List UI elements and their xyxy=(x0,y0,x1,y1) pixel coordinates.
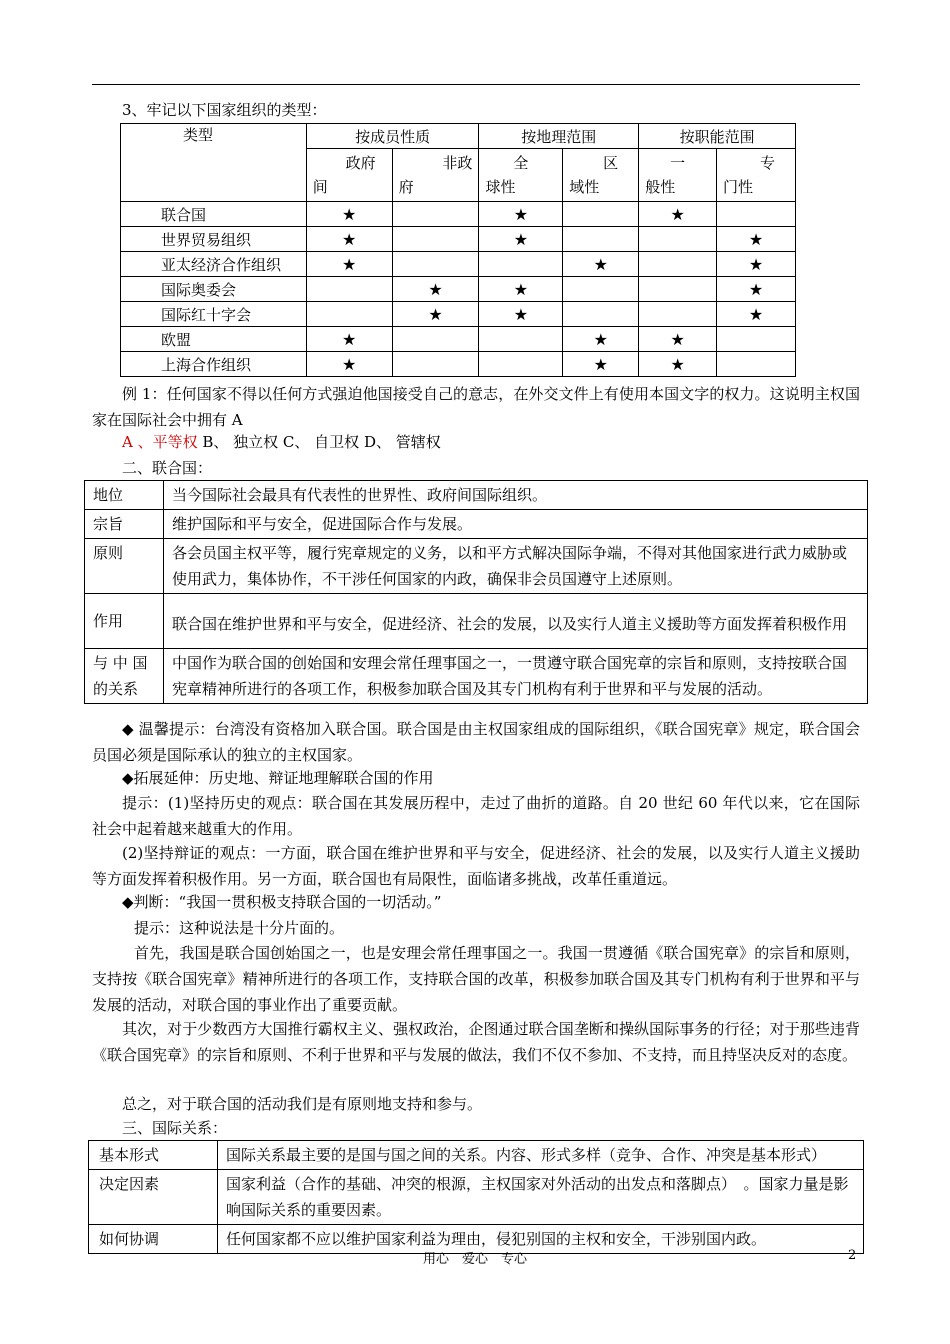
header-rule xyxy=(92,84,860,85)
org-name: 亚太经济合作组织 xyxy=(121,252,307,277)
mark-cell: ★ xyxy=(306,327,392,352)
un-key: 地位 xyxy=(85,481,164,510)
org-type-table xyxy=(120,123,796,377)
mark-cell xyxy=(306,302,392,327)
table-row xyxy=(121,302,796,327)
mark-cell xyxy=(306,277,392,302)
section-ir-heading: 三、国际关系： xyxy=(122,1119,228,1137)
sub-header-nongovt: 非政 府 xyxy=(392,149,479,202)
mark-cell: ★ xyxy=(392,277,479,302)
mark-cell xyxy=(392,327,479,352)
ir-key: 基本形式 xyxy=(89,1141,218,1170)
mark-cell: ★ xyxy=(479,277,563,302)
mark-cell: ★ xyxy=(717,227,796,252)
first-paragraph: 首先，我国是联合国创始国之一，也是安理会常任理事国之一。我国一贯遵循《联合国宪章》的宗旨和原则，支持按《联合国宪章》精神所进行的各项工作，支持联合国的改革，积极参加联合国及其专门机构有利于世界和平与发展的活动，对联合国的事业作出了重要贡献。 xyxy=(92,944,860,1014)
sub-header-general: 一 般性 xyxy=(639,149,717,202)
conclusion: 总之，对于联合国的活动我们是有原则地支持和参与。 xyxy=(122,1095,483,1113)
mark-cell xyxy=(563,227,639,252)
un-key: 与 中 国 的关系 xyxy=(85,649,164,704)
table-row xyxy=(85,594,868,649)
mark-cell: ★ xyxy=(479,202,563,227)
table-row xyxy=(121,352,796,377)
mark-cell xyxy=(479,352,563,377)
mark-cell: ★ xyxy=(479,227,563,252)
un-tip: ◆ 温馨提示：台湾没有资格加入联合国。联合国是由主权国家组成的国际组织，《联合国宪章》规定，联合国会员国必须是国际承认的独立的主权国家。 xyxy=(92,720,860,764)
mark-cell: ★ xyxy=(563,327,639,352)
un-value: 维护国际和平与安全，促进国际合作与发展。 xyxy=(164,510,868,539)
mark-cell xyxy=(639,252,717,277)
un-key: 原则 xyxy=(85,539,164,594)
ir-key: 决定因素 xyxy=(89,1170,218,1225)
mark-cell xyxy=(717,202,796,227)
table-row xyxy=(89,1170,864,1225)
mark-cell: ★ xyxy=(717,302,796,327)
section-un-heading: 二、联合国： xyxy=(122,459,213,477)
org-name: 上海合作组织 xyxy=(121,352,307,377)
mark-cell xyxy=(392,352,479,377)
example1-options xyxy=(122,430,441,454)
un-value: 当今国际社会最具有代表性的世界性、政府间国际组织。 xyxy=(164,481,868,510)
table-row xyxy=(85,510,868,539)
ir-value: 任何国家都不应以维护国家利益为理由，侵犯别国的主权和安全，干涉别国内政。 xyxy=(218,1225,864,1254)
hint-2: (2)坚持辩证的观点：一方面，联合国在维护世界和平与安全，促进经济、社会的发展，以及实行人道主义援助等方面发挥着积极作用。另一方面，联合国也有局限性，面临诸多挑战，改革任重道远。 xyxy=(92,844,860,888)
page-number: 2 xyxy=(848,1248,857,1263)
mark-cell: ★ xyxy=(563,252,639,277)
un-value: 各会员国主权平等，履行宪章规定的义务，以和平方式解决国际争端，不得对其他国家进行武力威胁或使用武力，集体协作，不干涉任何国家的内政，确保非会员国遵守上述原则。 xyxy=(164,539,868,594)
table-row xyxy=(121,277,796,302)
sub-header-regional: 区 域性 xyxy=(563,149,639,202)
ir-value: 国家利益（合作的基础、冲突的根源，主权国家对外活动的出发点和落脚点） 。国家力量是影响国际关系的重要因素。 xyxy=(218,1170,864,1225)
judge-hint: 提示：这种说法是十分片面的。 xyxy=(134,919,345,937)
sub-header-global: 全 球性 xyxy=(479,149,563,202)
mark-cell xyxy=(392,252,479,277)
un-table xyxy=(84,480,868,704)
table-row xyxy=(121,227,796,252)
table-row xyxy=(85,649,868,704)
mark-cell xyxy=(563,277,639,302)
mark-cell xyxy=(563,202,639,227)
mark-cell xyxy=(639,227,717,252)
table-row xyxy=(85,539,868,594)
table-row xyxy=(89,1141,864,1170)
org-name: 国际红十字会 xyxy=(121,302,307,327)
mark-cell xyxy=(639,277,717,302)
mark-cell: ★ xyxy=(306,352,392,377)
un-key: 作用 xyxy=(85,594,164,649)
mark-cell xyxy=(717,352,796,377)
un-value: 中国作为联合国的创始国和安理会常任理事国之一，一贯遵守联合国宪章的宗旨和原则，支持按联合国宪章精神所进行的各项工作，积极参加联合国及其专门机构有利于世界和平与发展的活动。 xyxy=(164,649,868,704)
mark-cell xyxy=(717,327,796,352)
example1-answer: A 、平等权 xyxy=(122,433,198,451)
sub-header-govt: 政府 间 xyxy=(306,149,392,202)
second-paragraph: 其次，对于少数西方大国推行霸权主义、强权政治，企图通过联合国垄断和操纵国际事务的行径；对于那些违背《联合国宪章》的宗旨和原则、不利于世界和平与发展的做法，我们不仅不参加、不支持，而且持坚决反对的态度。 xyxy=(92,1020,860,1064)
mark-cell: ★ xyxy=(392,302,479,327)
page-footer: 用心 爱心 专心 xyxy=(422,1252,527,1267)
mark-cell: ★ xyxy=(479,302,563,327)
un-key: 宗旨 xyxy=(85,510,164,539)
example1-question: 例 1：任何国家不得以任何方式强迫他国接受自己的意志，在外交文件上有使用本国文字的权力。这说明主权国家在国际社会中拥有 A xyxy=(92,385,860,429)
un-value: 联合国在维护世界和平与安全，促进经济、社会的发展，以及实行人道主义援助等方面发挥着积极作用 xyxy=(164,594,868,649)
mark-cell: ★ xyxy=(639,352,717,377)
example1-other-options: B、 独立权 C、 自卫权 D、 管辖权 xyxy=(197,433,441,451)
hint-1: 提示：(1)坚持历史的观点：联合国在其发展历程中，走过了曲折的道路。自 20 世纪 60 年代以来，它在国际社会中起着越来越重大的作用。 xyxy=(92,794,860,838)
mark-cell: ★ xyxy=(306,202,392,227)
mark-cell: ★ xyxy=(717,252,796,277)
mark-cell xyxy=(392,227,479,252)
mark-cell xyxy=(479,252,563,277)
group-header-function: 按职能范围 xyxy=(639,124,796,149)
col-type-header: 类型 xyxy=(121,124,307,202)
mark-cell: ★ xyxy=(717,277,796,302)
mark-cell xyxy=(639,302,717,327)
ir-key: 如何协调 xyxy=(89,1225,218,1254)
table-row xyxy=(121,327,796,352)
org-name: 欧盟 xyxy=(121,327,307,352)
judge-statement: ◆判断：“我国一贯积极支持联合国的一切活动。” xyxy=(122,893,442,911)
mark-cell: ★ xyxy=(639,327,717,352)
table-row xyxy=(121,202,796,227)
ir-value: 国际关系最主要的是国与国之间的关系。内容、形式多样（竞争、合作、冲突是基本形式） xyxy=(218,1141,864,1170)
table-row xyxy=(85,481,868,510)
ir-table xyxy=(88,1140,864,1254)
group-header-geography: 按地理范围 xyxy=(479,124,639,149)
mark-cell: ★ xyxy=(563,352,639,377)
extend-title: ◆拓展延伸：历史地、辩证地理解联合国的作用 xyxy=(122,769,434,787)
mark-cell xyxy=(563,302,639,327)
mark-cell xyxy=(392,202,479,227)
sub-header-specialized: 专 门性 xyxy=(717,149,796,202)
mark-cell: ★ xyxy=(306,227,392,252)
section3-heading: 3、牢记以下国家组织的类型： xyxy=(122,101,327,119)
group-header-membership: 按成员性质 xyxy=(306,124,479,149)
org-name: 世界贸易组织 xyxy=(121,227,307,252)
mark-cell: ★ xyxy=(639,202,717,227)
mark-cell: ★ xyxy=(306,252,392,277)
org-name: 国际奥委会 xyxy=(121,277,307,302)
table-row xyxy=(121,252,796,277)
org-name: 联合国 xyxy=(121,202,307,227)
mark-cell xyxy=(479,327,563,352)
